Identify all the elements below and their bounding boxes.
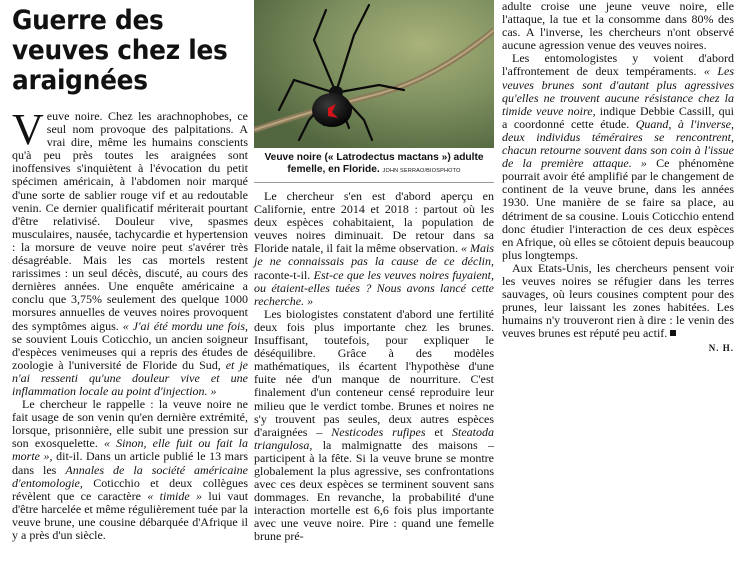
paragraph: Veuve noire. Chez les arachnophobes, ce seul nom provoque des palpitations. A vrai dire, même les humains conscients qu'à peu près toutes les araignées sont inoffensives s'inquiètent à l'évocation du petit spécimen américain, à l'abdomen noir marqué d'une sorte de sablier rouge vif et au redoutable venin. Ce dernier qualificatif mériterait pourtant d'être relativisé. Douleur vive, spasmes musculaires, nausée, tachycardie et hypertension : la morsure de veuve noire peut s'avérer très désagréable. Mais les cas mortels restent rarissimes : un seul décès, discuté, au cours des dernières années. Une enquête américaine a conclu que 3,75% seulement des quelque 1000 morsures annuelles de veuves noires provoquent des symptômes aigus. « J'ai été mordu une fois, se souvient Louis Coticchio, un ancien soigneur d'espèces venimeuses qui a repris des études de zoologie à l'université de Floride du Sud, et je n'ai ressenti qu'une douleur vive et une inflammation locale au point d'injection. » [12, 105, 248, 398]
article-headline: Guerre des veuves chez les araignées [12, 5, 228, 96]
paragraph: Les biologistes constatent d'abord une fertilité deux fois plus importante chez les brunes. Insuffisant, toutefois, pour expliquer le déséquilibre. Grâce à des modèles mathématiques, ils écartent l'hypothèse d'une fuite née d'un manque de nourriture. C'est finalement d'un conteneur censé reproduire leur milieu que le verdict tombe. Brunes et noires ne s'y trouvent pas seules, deux autres espèces d'araignées – Nesticodes rufipes et Steatoda triangulosa, la malmignatte des maisons – participent à la fête. Si la veuve brune se montre globalement la plus agressive, ses confrontations avec ces deux espèces se terminent souvent sans dommages. En revanche, la probabilité d'une interaction mortelle est 6,6 fois plus importante avec une veuve noire. Pire : quand une femelle brune pré- [254, 306, 494, 544]
column-2 [254, 0, 494, 570]
paragraph: Le chercheur s'en est d'abord aperçu en Californie, entre 2014 et 2018 : partout où les deux espèces cohabitaient, la population de veuves noires diminuait. De retour dans sa Floride natale, il fait la même observation. « Mais je ne connaissais pas la cause de ce déclin, raconte-t-il. Est-ce que les veuves noires fuyaient, ou étaient-elles tuées ? Nous avons lancé cette recherche. » [254, 189, 495, 308]
drop-cap: V [12, 105, 44, 154]
column-3 [502, 0, 734, 356]
paragraph: Les entomologistes y voient d'abord l'affrontement de deux tempéraments. « Les veuves brunes sont d'autant plus agressives qu'elles ne trouvent aucune résistance chez la timide veuve noire, indique Debbie Cassill, qui a coordonné cette étude. Quand, à l'inverse, deux individus téméraires se rencontrent, chacun retourne souvent dans son coin à l'issue de la première attaque. » Ce phénomène pourrait avoir été amplifié par le changement de continent de la veuve brune, dans les années 1930. Une manière de se faire sa place, au détriment de sa cousine. Louis Coticchio entend donc étudier l'interaction de ces deux espèces en Afrique, où elles se côtoient depuis beaucoup plus longtemps. [502, 51, 735, 262]
paragraph: Aux Etats-Unis, les chercheurs pensent voir les veuves noires se réfugier dans les terres sauvages, où leurs cousines comptent pour des prunes, leur laissant les zones habitées. Les humains n'y trouveront rien à dire : le venin des veuves brunes est réputé peu actif. [502, 260, 734, 341]
caption-text: Veuve noire (« Latrodectus mactans ») adulte femelle, en Floride. [264, 152, 484, 175]
photo-credit: JOHN SERRAO/BIOSPHOTO [382, 168, 461, 174]
paragraph: Le chercheur le rappelle : la veuve noire ne fait usage de son venin qu'en dernière extrémité, lorsque, prisonnière, elle subit une pression sur son exosquelette. « Sinon, elle fuit ou fait la morte », dit-il. Dans un article publié le 13 mars dans les Annales de la société américaine d'entomologie, Coticchio et deux collègues révèlent que ce caractère « timide » lui vaut d'être harcelée et même régulièrement tuée par la veuve brune, une cousine débarquée d'Afrique il y a près d'un siècle. [12, 397, 249, 542]
column-3-body [502, 0, 734, 356]
end-mark [670, 330, 676, 336]
column-1 [12, 0, 248, 542]
column-1-body [12, 105, 249, 542]
author-signature: N. H. [708, 343, 734, 354]
paragraph: adulte croise une jeune veuve noire, elle l'attaque, la tue et la consomme dans 80% des cas. A l'inverse, les chercheurs n'ont observé aucune agression venue des veuves noires. [502, 0, 734, 53]
column-2-body [254, 190, 494, 544]
